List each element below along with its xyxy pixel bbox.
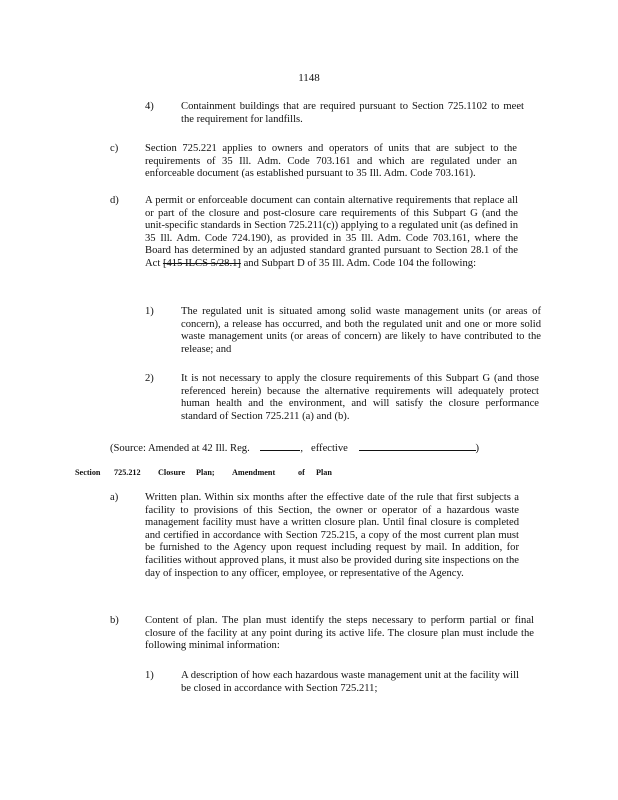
section-title-3: Amendment	[232, 468, 276, 477]
item-d1-label: 1)	[145, 306, 154, 317]
item-d-text	[145, 195, 518, 271]
item-a-text: Written plan. Within six months after the effective date of the rule that first subjects a facility to provisions of this Section, the owner or operator of a hazardous waste management facility must have a written closure plan. Until final closure is completed and certified in accordance with Section 725.215, a copy of the most current plan must be furnished to the Agency upon request including request by mail. In addition, for facilities without approved plans, it must also be provided during site inspections on the day of inspection to any officer, employee, or representative of the Agency.	[145, 492, 519, 579]
item-c-text: Section 725.221 applies to owners and operators of units that are subject to the requirements of 35 Ill. Adm. Code 703.161 and which are regulated under an enforceable document (as established pursuant to 35 Ill. Adm. Code 703.161).	[145, 143, 517, 180]
item-4-text: Containment buildings that are required pursuant to Section 725.1102 to meet the requirement for landfills.	[181, 101, 524, 125]
item-b-label: b)	[110, 615, 119, 626]
item-b1-text: A description of how each hazardous waste management unit at the facility will be closed in accordance with Section 725.211;	[181, 670, 519, 694]
section-word: Section	[75, 468, 101, 477]
item-4-label: 4)	[145, 101, 154, 112]
effective-date-blank	[359, 440, 476, 451]
item-b1-label: 1)	[145, 670, 154, 681]
item-d2-label: 2)	[145, 373, 154, 384]
page-number: 1148	[298, 72, 320, 84]
item-d1-text: The regulated unit is situated among solid waste management units (or areas of concern), a release has occurred, and both the regulated unit and one or more solid waste management units (or areas of concern) are likely to have contributed to the release; and	[181, 306, 541, 355]
item-c-label: c)	[110, 143, 119, 154]
item-b-text: Content of plan. The plan must identify the steps necessary to perform partial or final closure of the facility at any point during its active life. The closure plan must include the following minimal information:	[145, 615, 534, 652]
section-number: 725.212	[114, 468, 141, 477]
section-title-1: Closure	[158, 468, 186, 477]
source-note-effective: effective	[311, 443, 348, 454]
item-d-text-after: and Subpart D of 35 Ill. Adm. Code 104 the following:	[240, 257, 477, 269]
section-title-2: Plan;	[196, 468, 215, 477]
item-d-struck-citation: [415 ILCS 5/28.1]	[162, 257, 241, 269]
item-d-text-before: A permit or enforceable document can contain alternative requirements that replace all or part of the closure and post-closure care requirements of this Subpart G (and the unit-specific standards in Section 725.211(c)) applying to a regulated unit (as defined in 35 Ill. Adm. Code 724.190), as provided in 35 Ill. Adm. Code 703.161, where the Board has determined by an adjusted standard granted pursuant to Section 28.1 of the Act	[145, 195, 518, 269]
item-a-label: a)	[110, 492, 119, 503]
item-d-label: d)	[110, 195, 119, 206]
reg-blank	[260, 440, 300, 451]
item-d2-text: It is not necessary to apply the closure requirements of this Subpart G (and those referenced herein) because the alternative requirements will adequately protect human health and the environment, and will satisfy the closure performance standard of Section 725.211 (a) and (b).	[181, 373, 539, 422]
section-title-5: Plan	[316, 468, 332, 477]
source-note-text: (Source: Amended at 42 Ill. Reg.	[110, 443, 250, 454]
source-note: (Source: Amended at 42 Ill. Reg. , effective )	[110, 440, 479, 456]
section-title-4: of	[298, 468, 305, 477]
